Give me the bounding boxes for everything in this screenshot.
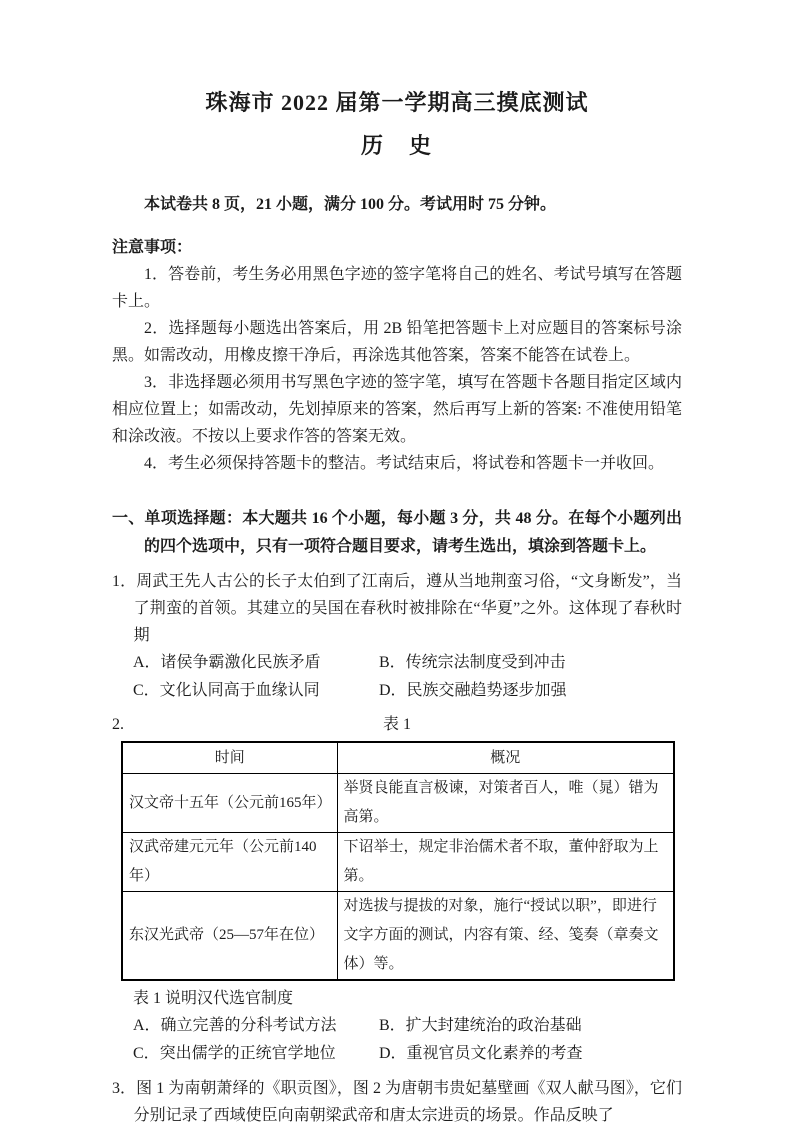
question-3 bbox=[112, 1075, 682, 1123]
notice-item-4: 4．考生必须保持答题卡的整洁。考试结束后，将试卷和答题卡一并收回。 bbox=[144, 455, 665, 472]
table-cell-overview-2: 下诏举士，规定非治儒术者不取，董仲舒取为上第。 bbox=[337, 833, 674, 892]
question-2-number: 2. bbox=[112, 716, 124, 733]
selection-system-table bbox=[121, 741, 675, 981]
question-1-stem: 周武王先人古公的长子太伯到了江南后，遵从当地荆蛮习俗，“文身断发”，当了荆蛮的首领。其建立的吴国在春秋时被排除在“华夏”之外。这体现了春秋时期 bbox=[133, 573, 682, 644]
question-2-option-b: B．扩大封建统治的政治基础 bbox=[379, 1017, 582, 1034]
question-2-option-a: A．确立完善的分科考试方法 bbox=[133, 1017, 337, 1034]
table-cell-time-2: 汉武帝建元元年（公元前140年） bbox=[122, 833, 337, 892]
table-cell-overview-1: 举贤良能直言极谏，对策者百人，唯（晁）错为高第。 bbox=[337, 774, 674, 833]
question-2-stem: 表 1 说明汉代选官制度 bbox=[133, 990, 294, 1007]
table-row bbox=[122, 892, 674, 981]
table-row bbox=[122, 774, 674, 833]
notice-item-1: 1．答卷前，考生务必用黑色字迹的签字笔将自己的姓名、考试号填写在答题卡上。 bbox=[112, 266, 682, 310]
notice-item-2: 2．选择题每小题选出答案后，用 2B 铅笔把答题卡上对应题目的答案标号涂黑。如需改动，用橡皮擦干净后，再涂选其他答案，答案不能答在试卷上。 bbox=[112, 320, 682, 364]
question-1-number: 1． bbox=[112, 573, 137, 590]
page-title: 珠海市 2022 届第一学期高三摸底测试 bbox=[205, 90, 589, 115]
table-1-caption: 表 1 bbox=[382, 716, 411, 733]
question-1-option-d: D．民族交融趋势逐步加强 bbox=[379, 682, 567, 699]
table-row bbox=[122, 833, 674, 892]
question-2-option-d: D．重视官员文化素养的考查 bbox=[379, 1045, 583, 1062]
table-header-time: 时间 bbox=[122, 742, 337, 774]
table-cell-overview-3: 对选拔与提拔的对象，施行“授试以职”，即进行文字方面的测试，内容有策、经、笺奏（章奏文体）等。 bbox=[337, 892, 674, 981]
table-header-row bbox=[122, 742, 674, 774]
table-header-overview: 概况 bbox=[337, 742, 674, 774]
question-1 bbox=[112, 568, 682, 649]
question-2-options-row-1 bbox=[133, 1012, 682, 1040]
notices-heading: 注意事项： bbox=[112, 239, 193, 256]
question-1-option-a: A．诸侯争霸激化民族矛盾 bbox=[133, 654, 321, 671]
section-1-heading: 一、单项选择题：本大题共 16 个小题，每小题 3 分，共 48 分。在每个小题列出的四个选项中，只有一项符合题目要求，请考生选出，填涂到答题卡上。 bbox=[112, 510, 682, 555]
question-1-option-b: B．传统宗法制度受到冲击 bbox=[379, 654, 566, 671]
question-1-options-row-2 bbox=[133, 677, 682, 705]
question-2-options-row-2 bbox=[133, 1040, 682, 1068]
question-2-header bbox=[112, 711, 682, 738]
question-3-number: 3． bbox=[112, 1080, 137, 1097]
question-1-options-row-1 bbox=[133, 649, 682, 677]
table-cell-time-3: 东汉光武帝（25—57年在位） bbox=[122, 892, 337, 981]
question-3-stem: 图 1 为南朝萧绎的《职贡图》，图 2 为唐朝韦贵妃墓壁画《双人献马图》，它们分别记录了西域使臣向南朝梁武帝和唐太宗进贡的场景。作品反映了 bbox=[133, 1080, 682, 1123]
subject-title: 历 史 bbox=[360, 133, 433, 158]
question-2-option-c: C．突出儒学的正统官学地位 bbox=[133, 1045, 336, 1062]
table-cell-time-1: 汉文帝十五年（公元前165年） bbox=[122, 774, 337, 833]
exam-info: 本试卷共 8 页，21 小题，满分 100 分。考试用时 75 分钟。 bbox=[144, 196, 557, 213]
question-1-option-c: C．文化认同高于血缘认同 bbox=[133, 682, 320, 699]
notice-item-3: 3．非选择题必须用书写黑色字迹的签字笔，填写在答题卡各题目指定区域内相应位置上；如需改动，先划掉原来的答案，然后再写上新的答案: 不准使用铅笔和涂改液。不按以上要求作答的答案无效。 bbox=[112, 374, 682, 445]
